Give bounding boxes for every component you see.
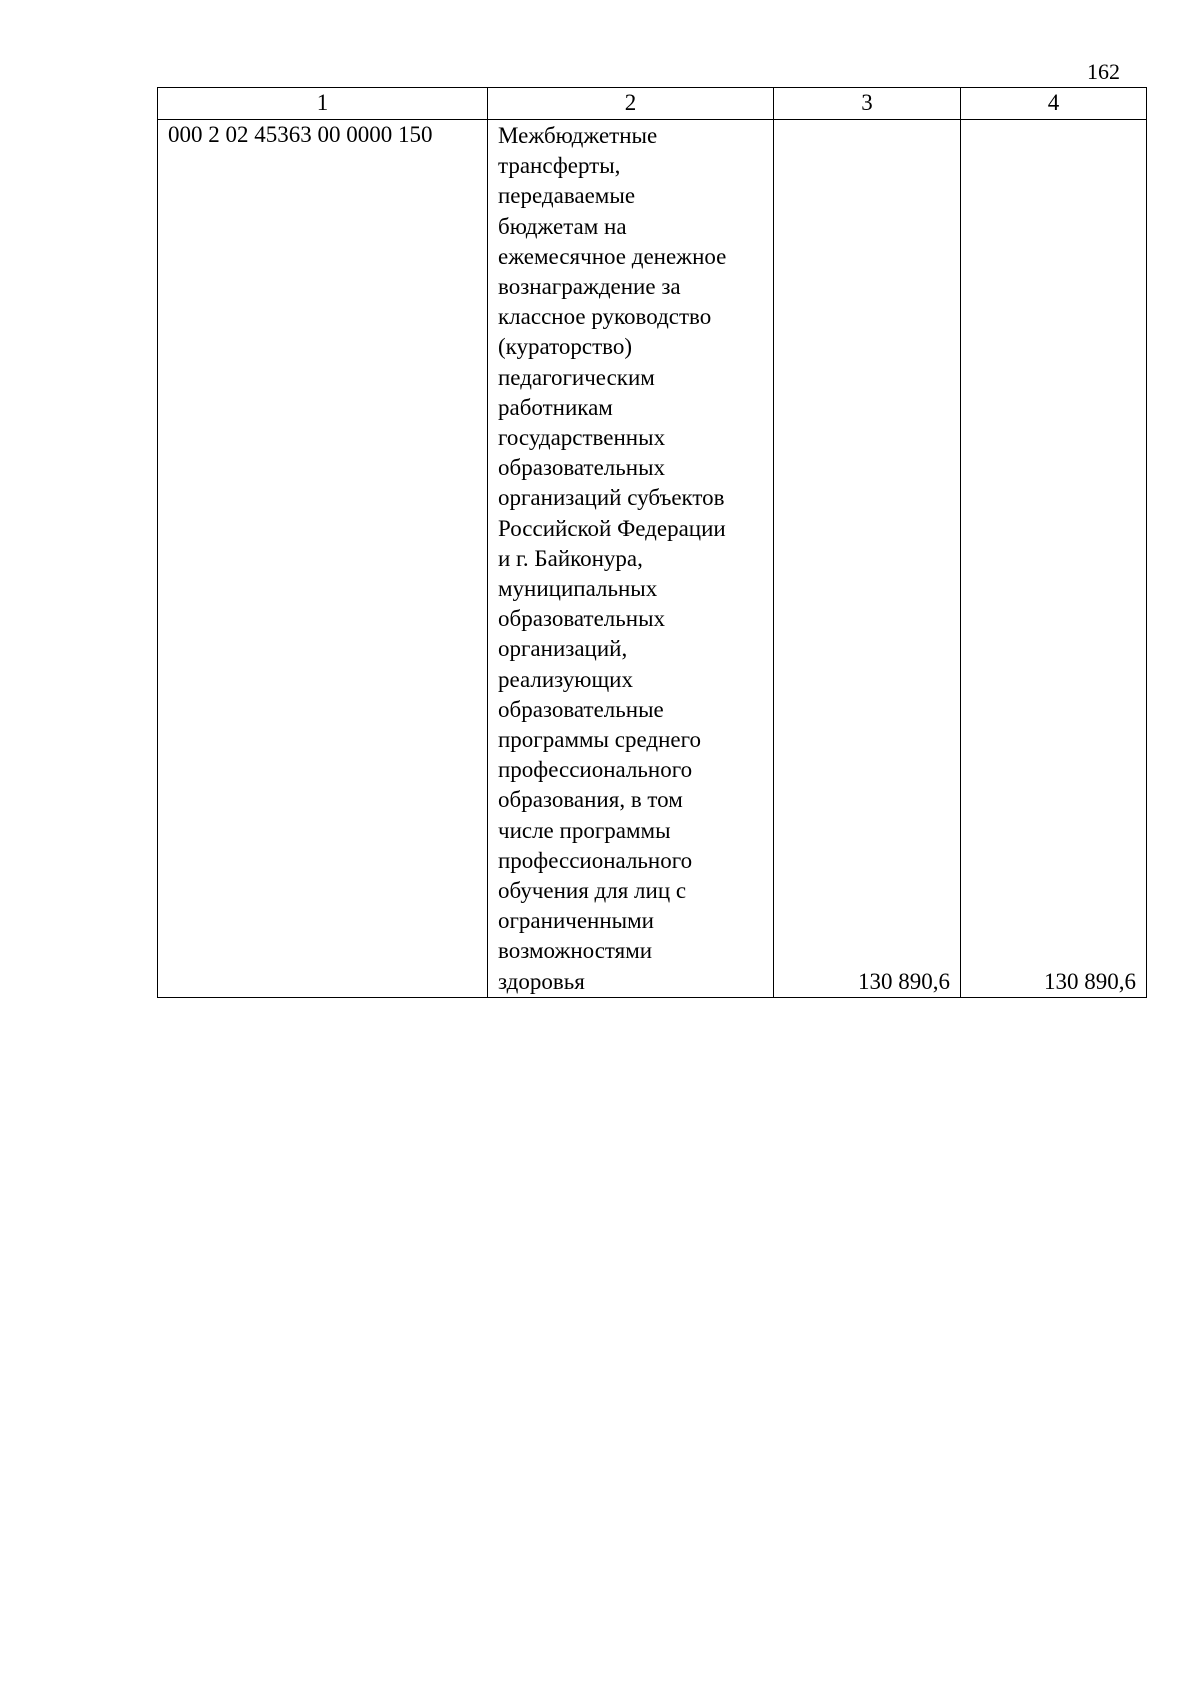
- column-header-1: 1: [158, 88, 488, 120]
- column-header-2: 2: [488, 88, 774, 120]
- description-line: (кураторство): [498, 334, 632, 360]
- table-header-row: [158, 88, 1147, 120]
- amount-column-3-cell: 130 890,6: [774, 120, 961, 998]
- column-header-3: 3: [774, 88, 961, 120]
- description-line: образовательных: [498, 606, 666, 632]
- description-line: ограниченными: [498, 908, 654, 934]
- description-line: трансферты,: [498, 153, 621, 179]
- table-row: [158, 120, 1147, 998]
- description-line: профессионального: [498, 847, 693, 873]
- description-line: государственных: [498, 425, 666, 451]
- description-line: Межбюджетные: [498, 123, 658, 148]
- description-line: возможностями: [498, 938, 653, 964]
- amount-column-4-cell: 130 890,6: [961, 120, 1147, 998]
- description-line: программы среднего: [498, 727, 701, 753]
- description-line: образовательные: [498, 696, 664, 722]
- description-line: классное руководство: [498, 304, 712, 330]
- description-line: образовательных: [498, 455, 666, 481]
- description-line: бюджетам на: [498, 213, 627, 239]
- budget-table: [157, 87, 1147, 998]
- description-line: числе программы: [498, 817, 671, 843]
- description-line: профессионального: [498, 757, 693, 783]
- budget-code-cell: 000 2 02 45363 00 0000 150: [158, 120, 488, 998]
- description-line: организаций субъектов: [498, 485, 725, 511]
- description-line: педагогическим: [498, 364, 655, 390]
- description-line: муниципальных: [498, 576, 658, 602]
- description-line: организаций,: [498, 636, 628, 662]
- description-line: образования, в том: [498, 787, 683, 813]
- description-line: передаваемые: [498, 183, 636, 209]
- description-line: ежемесячное денежное: [498, 243, 727, 269]
- description-line: и г. Байконура,: [498, 545, 643, 571]
- description-line: реализующих: [498, 666, 633, 692]
- description-cell: [488, 120, 774, 998]
- column-header-4: 4: [961, 88, 1147, 120]
- description-line: вознаграждение за: [498, 274, 681, 300]
- description-line: обучения для лиц с: [498, 878, 687, 904]
- description-line: работникам: [498, 394, 613, 420]
- description-line: здоровья: [498, 968, 585, 994]
- description-line: Российской Федерации: [498, 515, 726, 541]
- page-number: 162: [1087, 59, 1120, 84]
